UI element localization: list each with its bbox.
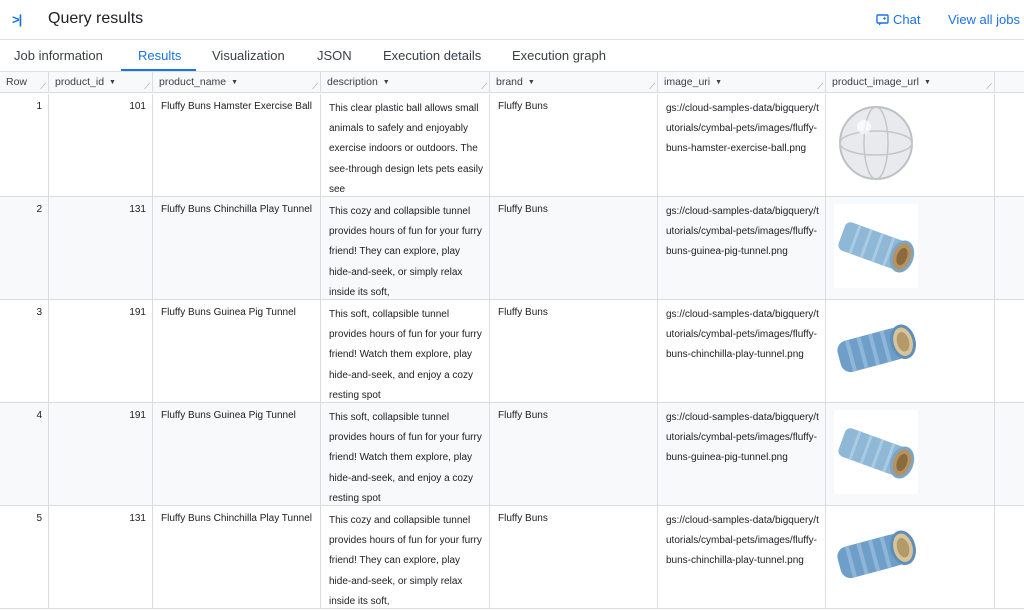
caret-down-icon[interactable]: ▼ bbox=[527, 79, 535, 86]
brand-cell: Fluffy Buns bbox=[490, 94, 658, 197]
results-table bbox=[0, 72, 1024, 610]
tab-execution-details[interactable]: Execution details bbox=[383, 48, 482, 63]
tunnel-image bbox=[834, 422, 918, 482]
results-tabs bbox=[0, 41, 1024, 72]
caret-down-icon[interactable]: ▼ bbox=[923, 79, 931, 86]
product-image-cell[interactable] bbox=[826, 403, 995, 506]
description-cell: This cozy and collapsible tunnel provides hours of fun for your furry friend! They can explore, play hide-and-seek, or simply relax inside its soft, bbox=[321, 197, 490, 300]
tunnel-image bbox=[834, 319, 918, 379]
caret-down-icon[interactable]: ▼ bbox=[231, 79, 239, 86]
results-header bbox=[0, 0, 1024, 40]
product-id-cell: 191 bbox=[49, 403, 153, 506]
product-id-cell: 101 bbox=[49, 94, 153, 197]
brand-cell: Fluffy Buns bbox=[490, 300, 658, 403]
product-image-cell[interactable] bbox=[826, 197, 995, 300]
table-row[interactable] bbox=[0, 197, 1024, 300]
brand-cell: Fluffy Buns bbox=[490, 403, 658, 506]
resize-handle-icon[interactable]: ⟋ bbox=[40, 82, 46, 91]
view-all-jobs-link[interactable]: View all jobs bbox=[948, 12, 1021, 27]
product-id-cell: 191 bbox=[49, 300, 153, 403]
column-header-description[interactable]: description ▼ ⟋ bbox=[321, 72, 490, 93]
tunnel-image bbox=[834, 216, 918, 276]
tab-json[interactable]: JSON bbox=[317, 48, 352, 63]
image-uri-cell: gs://cloud-samples-data/bigquery/tutorials/cymbal-pets/images/fluffy-buns-chinchilla-play-tunnel.png bbox=[658, 300, 826, 403]
product-image-cell[interactable] bbox=[826, 94, 995, 197]
image-uri-cell: gs://cloud-samples-data/bigquery/tutorials/cymbal-pets/images/fluffy-buns-chinchilla-play-tunnel.png bbox=[658, 506, 826, 609]
resize-handle-icon[interactable]: ⟋ bbox=[986, 82, 992, 91]
image-uri-cell: gs://cloud-samples-data/bigquery/tutorials/cymbal-pets/images/fluffy-buns-hamster-exercise-ball.png bbox=[658, 94, 826, 197]
tab-results[interactable]: Results bbox=[138, 48, 182, 63]
product-thumbnail bbox=[834, 410, 918, 494]
caret-down-icon[interactable]: ▼ bbox=[109, 79, 116, 86]
product-name-cell: Fluffy Buns Hamster Exercise Ball bbox=[153, 94, 321, 197]
table-header bbox=[0, 72, 1024, 93]
chat-button[interactable] bbox=[876, 12, 920, 27]
product-name-cell: Fluffy Buns Guinea Pig Tunnel bbox=[153, 403, 321, 506]
brand-cell: Fluffy Buns bbox=[490, 506, 658, 609]
description-cell: This cozy and collapsible tunnel provides hours of fun for your furry friend! They can explore, play hide-and-seek, or simply relax inside its soft, bbox=[321, 506, 490, 609]
tab-job-information[interactable]: Job information bbox=[14, 48, 103, 63]
caret-down-icon[interactable]: ▼ bbox=[715, 79, 723, 86]
product-id-cell: 131 bbox=[49, 506, 153, 609]
product-name-cell: Fluffy Buns Chinchilla Play Tunnel bbox=[153, 197, 321, 300]
caret-down-icon[interactable]: ▼ bbox=[382, 79, 390, 86]
column-header-product-id[interactable]: product_id ▼ ⟋ bbox=[49, 72, 153, 93]
page-title: Query results bbox=[48, 10, 144, 27]
active-tab-indicator bbox=[121, 69, 196, 71]
resize-handle-icon[interactable]: ⟋ bbox=[144, 82, 150, 91]
row-number-cell: 4 bbox=[0, 403, 49, 506]
column-header-product-name[interactable]: product_name ▼ ⟋ bbox=[153, 72, 321, 93]
chat-icon bbox=[876, 14, 889, 26]
row-number-cell: 3 bbox=[0, 300, 49, 403]
resize-handle-icon[interactable]: ⟋ bbox=[312, 82, 318, 91]
table-row[interactable] bbox=[0, 403, 1024, 506]
product-image-cell[interactable] bbox=[826, 300, 995, 403]
product-thumbnail bbox=[834, 307, 918, 391]
product-name-cell: Fluffy Buns Chinchilla Play Tunnel bbox=[153, 506, 321, 609]
product-image-cell[interactable] bbox=[826, 506, 995, 609]
product-thumbnail bbox=[834, 204, 918, 288]
description-cell: This soft, collapsible tunnel provides hours of fun for your furry friend! Watch them explore, play hide-and-seek, and enjoy a cozy resting spot bbox=[321, 403, 490, 506]
column-header-brand[interactable]: brand ▼ ⟋ bbox=[490, 72, 658, 93]
chat-label: Chat bbox=[893, 12, 921, 27]
resize-handle-icon[interactable]: ⟋ bbox=[817, 82, 823, 91]
tunnel-image bbox=[834, 525, 918, 585]
tab-execution-graph[interactable]: Execution graph bbox=[512, 48, 606, 63]
image-uri-cell: gs://cloud-samples-data/bigquery/tutorials/cymbal-pets/images/fluffy-buns-guinea-pig-tunnel.png bbox=[658, 403, 826, 506]
resize-handle-icon[interactable]: ⟋ bbox=[649, 82, 655, 91]
row-number-cell: 2 bbox=[0, 197, 49, 300]
product-thumbnail bbox=[834, 101, 918, 185]
table-row[interactable] bbox=[0, 300, 1024, 403]
product-name-cell: Fluffy Buns Guinea Pig Tunnel bbox=[153, 300, 321, 403]
exercise-ball-image bbox=[836, 103, 916, 183]
tab-visualization[interactable]: Visualization bbox=[212, 48, 285, 63]
row-number-cell: 1 bbox=[0, 94, 49, 197]
collapse-panel-icon[interactable]: >| bbox=[12, 12, 22, 27]
table-row[interactable] bbox=[0, 506, 1024, 609]
column-header-image-uri[interactable]: image_uri ▼ ⟋ bbox=[658, 72, 826, 93]
description-cell: This clear plastic ball allows small animals to safely and enjoyably exercise indoors or outdoors. The see-through design lets pets easily see bbox=[321, 94, 490, 197]
resize-handle-icon[interactable]: ⟋ bbox=[481, 82, 487, 91]
column-header-product-image-url[interactable]: product_image_url ▼ ⟋ bbox=[826, 72, 995, 93]
brand-cell: Fluffy Buns bbox=[490, 197, 658, 300]
description-cell: This soft, collapsible tunnel provides hours of fun for your furry friend! Watch them explore, play hide-and-seek, and enjoy a cozy resting spot bbox=[321, 300, 490, 403]
row-number-cell: 5 bbox=[0, 506, 49, 609]
image-uri-cell: gs://cloud-samples-data/bigquery/tutorials/cymbal-pets/images/fluffy-buns-guinea-pig-tunnel.png bbox=[658, 197, 826, 300]
column-header-row[interactable]: Row ⟋ bbox=[0, 72, 49, 93]
product-thumbnail bbox=[834, 513, 918, 597]
product-id-cell: 131 bbox=[49, 197, 153, 300]
table-row[interactable] bbox=[0, 94, 1024, 197]
